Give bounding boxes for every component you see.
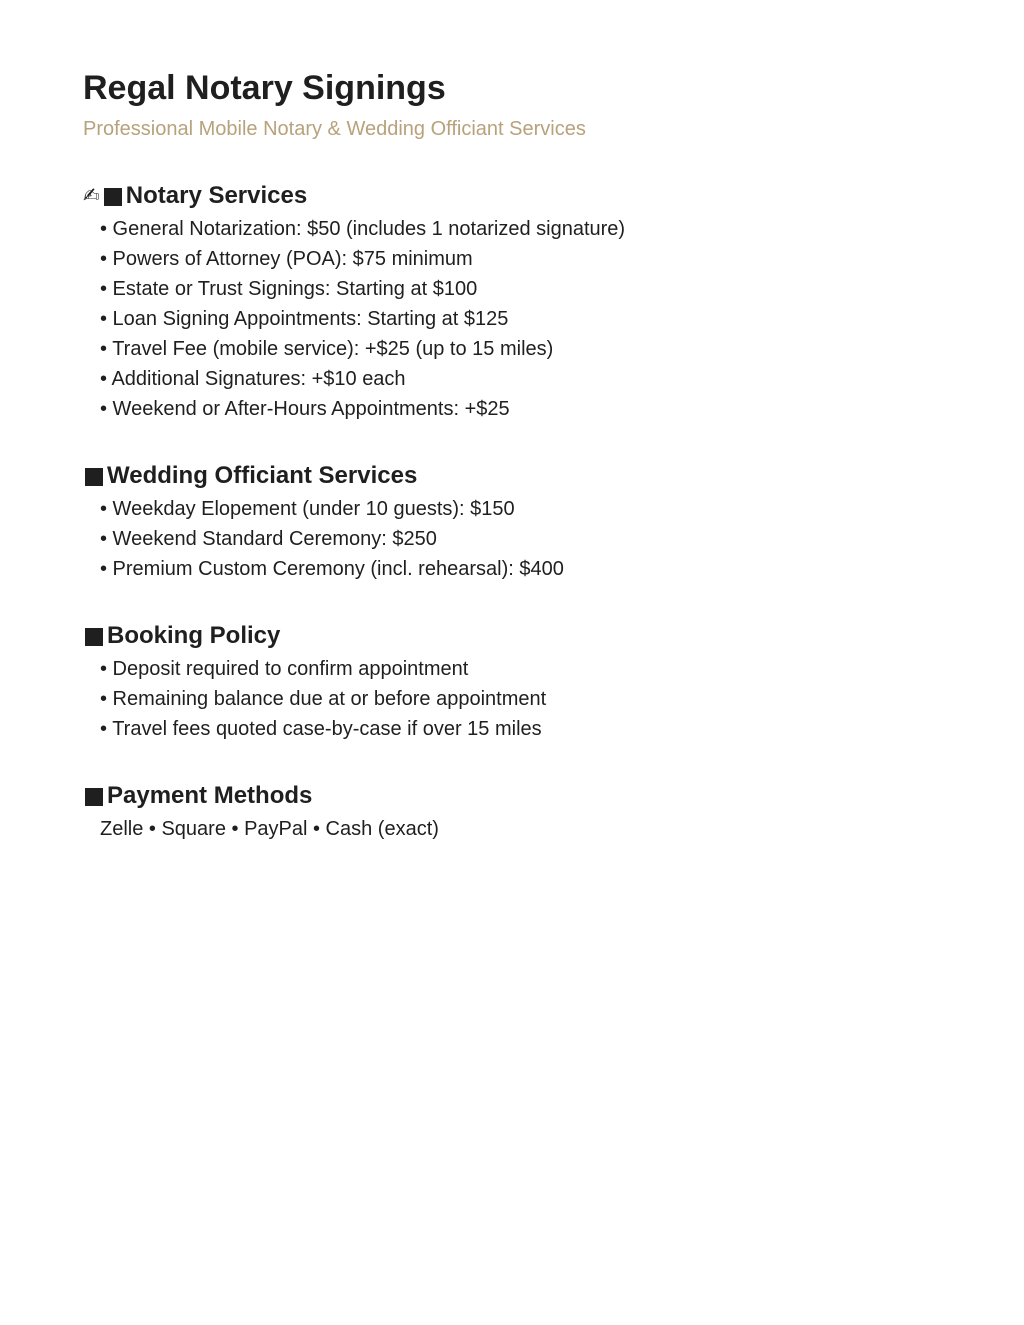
list-item: • Weekend or After-Hours Appointments: +$25 bbox=[100, 398, 510, 420]
section-heading bbox=[83, 780, 984, 812]
list-item: • Powers of Attorney (POA): $75 minimum bbox=[100, 248, 473, 270]
payment-methods-text: Zelle • Square • PayPal • Cash (exact) bbox=[100, 818, 439, 840]
list-item: • Weekend Standard Ceremony: $250 bbox=[100, 528, 437, 550]
writing-hand-icon: ✍ bbox=[83, 185, 100, 207]
section-heading-text: Booking Policy bbox=[107, 622, 281, 649]
list-item: • Additional Signatures: +$10 each bbox=[100, 368, 406, 390]
list-item: • Travel fees quoted case-by-case if over 15 miles bbox=[100, 718, 542, 740]
section-heading bbox=[83, 180, 984, 212]
black-square-icon bbox=[85, 788, 103, 806]
notary-services-list bbox=[83, 214, 984, 424]
section-heading-text: Notary Services bbox=[125, 182, 308, 209]
page-subtitle: Professional Mobile Notary & Wedding Officiant Services bbox=[83, 118, 586, 140]
section-heading-text: Wedding Officiant Services bbox=[107, 462, 418, 489]
list-item: • Loan Signing Appointments: Starting at $125 bbox=[100, 308, 509, 330]
page-title: Regal Notary Signings bbox=[83, 69, 446, 107]
document-page bbox=[83, 66, 984, 844]
list-item: • Premium Custom Ceremony (incl. rehearsal): $400 bbox=[100, 558, 564, 580]
section-wedding-officiant-services bbox=[83, 460, 984, 584]
booking-policy-list bbox=[83, 654, 984, 744]
section-notary-services bbox=[83, 180, 984, 424]
section-heading bbox=[83, 460, 984, 492]
section-heading bbox=[83, 620, 984, 652]
section-heading-text: Payment Methods bbox=[107, 782, 313, 809]
list-item: • Estate or Trust Signings: Starting at $100 bbox=[100, 278, 478, 300]
section-booking-policy bbox=[83, 620, 984, 744]
black-square-icon bbox=[104, 188, 122, 206]
list-item: • Deposit required to confirm appointment bbox=[100, 658, 469, 680]
list-item: • Weekday Elopement (under 10 guests): $150 bbox=[100, 498, 515, 520]
wedding-services-list bbox=[83, 494, 984, 584]
list-item: • Travel Fee (mobile service): +$25 (up to 15 miles) bbox=[100, 338, 554, 360]
black-square-icon bbox=[85, 628, 103, 646]
list-item: • General Notarization: $50 (includes 1 notarized signature) bbox=[100, 218, 626, 240]
section-payment-methods bbox=[83, 780, 984, 844]
list-item: • Remaining balance due at or before appointment bbox=[100, 688, 547, 710]
black-square-icon bbox=[85, 468, 103, 486]
